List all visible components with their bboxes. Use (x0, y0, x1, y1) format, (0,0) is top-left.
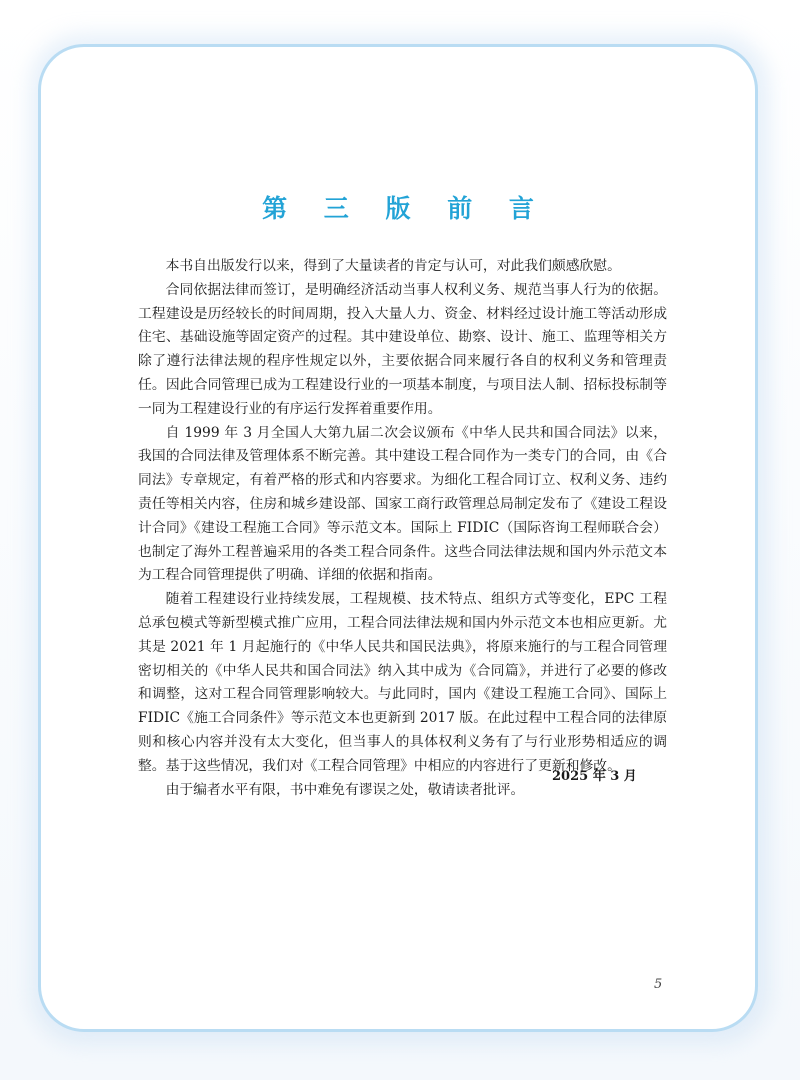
document-page (38, 44, 758, 1032)
paragraph: 自 1999 年 3 月全国人大第九届二次会议颁布《中华人民共和国合同法》以来，我国的合同法律及管理体系不断完善。其中建设工程合同作为一类专门的合同，由《合同法》专章规定，有着严格的形式和内容要求。为细化工程合同订立、权利义务、违约责任等相关内容，住房和城乡建设部、国家工商行政管理总局制定发布了《建设工程设计合同》《建设工程施工合同》等示范文本。国际上 FIDIC（国际咨询工程师联合会）也制定了海外工程普遍采用的各类工程合同条件。这些合同法律法规和国内外示范文本为工程合同管理提供了明确、详细的依据和指南。 (138, 424, 667, 584)
page-title: 第 三 版 前 言 (262, 194, 548, 223)
paragraph: 合同依据法律而签订，是明确经济活动当事人权利义务、规范当事人行为的依据。工程建设是历经较长的时间周期，投入大量人力、资金、材料经过设计施工等活动形成住宅、基础设施等固定资产的过程。其中建设单位、勘察、设计、施工、监理等相关方除了遵行法律法规的程序性规定以外，主要依据合同来履行各自的权利义务和管理责任。因此合同管理已成为工程建设行业的一项基本制度，与项目法人制、招标投标制等一同为工程建设行业的有序运行发挥着重要作用。 (138, 281, 667, 417)
page-number: 5 (654, 977, 663, 992)
paragraph: 由于编者水平有限，书中难免有谬误之处，敬请读者批评。 (165, 781, 525, 798)
paragraph: 随着工程建设行业持续发展，工程规模、技术特点、组织方式等变化，EPC 工程总承包模式等新型模式推广应用，工程合同法律法规和国内外示范文本也相应更新。尤其是 2021 年 1 月起施行的《中华人民共和国民法典》，将原来施行的与工程合同管理密切相关的《中华人民共和国合同法》纳入其中成为《合同篇》，并进行了必要的修改和调整，这对工程合同管理影响较大。与此同时，国内《建设工程施工合同》、国际上 FIDIC《施工合同条件》等示范文本也更新到 2017 版。在此过程中工程合同的法律原则和核心内容并没有太大变化，但当事人的具体权利义务有了与行业形势相适应的调整。基于这些情况，我们对《工程合同管理》中相应的内容进行了更新和修改。 (138, 591, 667, 774)
preface-body (138, 255, 667, 802)
preface-date: 2025 年 3 月 (552, 769, 637, 784)
paragraph: 本书自出版发行以来，得到了大量读者的肯定与认可，对此我们颇感欣慰。 (165, 258, 621, 274)
